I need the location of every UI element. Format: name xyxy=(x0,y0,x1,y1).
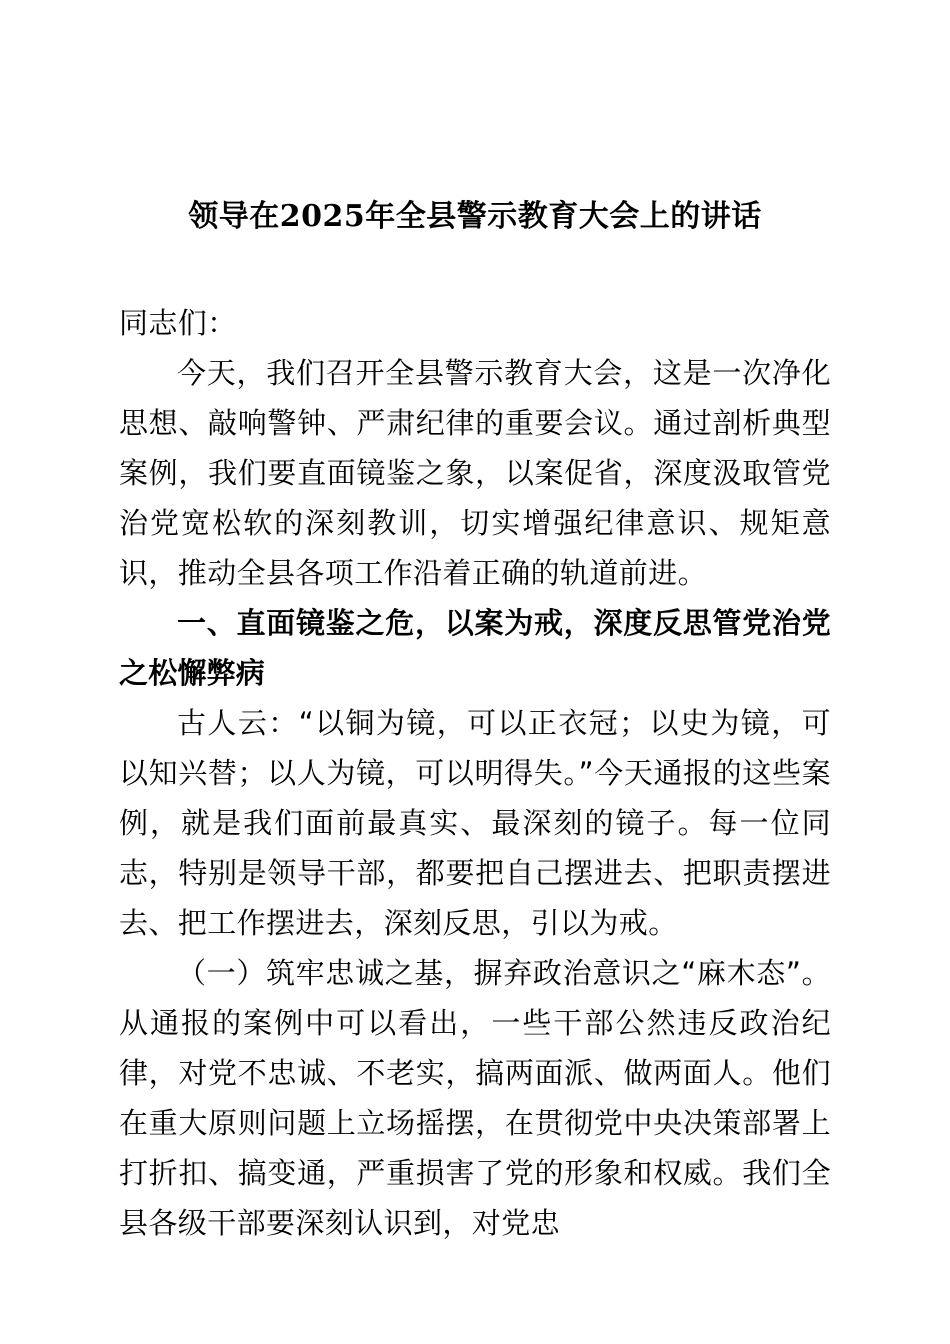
paragraph-mirror-quote: 古人云：“以铜为镜，可以正衣冠；以史为镜，可以知兴替；以人为镜，可以明得失。”今天通报的这些案例，就是我们面前最真实、最深刻的镜子。每一位同志，特别是领导干部，都要把自己摆进去、把职责摆进去、把工作摆进去，深刻反思，引以为戒。 xyxy=(119,706,831,940)
document-title: 领导在2025年全县警示教育大会上的讲话 xyxy=(188,199,762,234)
paragraph-subsection-one: （一）筑牢忠诚之基，摒弃政治意识之“麻木态”。从通报的案例中可以看出，一些干部公然违反政治纪律，对党不忠诚、不老实，搞两面派、做两面人。他们在重大原则问题上立场摇摆，在贯彻党中央决策部署上打折扣、搞变通，严重损害了党的形象和权威。我们全县各级干部要深刻认识到，对党忠 xyxy=(119,956,831,1240)
heading-section-one: 一、直面镜鉴之危，以案为戒，深度反思管党治党之松懈弊病 xyxy=(119,606,831,690)
salutation-line: 同志们： xyxy=(119,306,237,340)
paragraph-intro: 今天，我们召开全县警示教育大会，这是一次净化思想、敲响警钟、严肃纪律的重要会议。通过剖析典型案例，我们要直面镜鉴之象，以案促省，深度汲取管党治党宽松软的深刻教训，切实增强纪律意识、规矩意识，推动全县各项工作沿着正确的轨道前进。 xyxy=(119,356,831,590)
document-content-column xyxy=(119,0,831,1248)
